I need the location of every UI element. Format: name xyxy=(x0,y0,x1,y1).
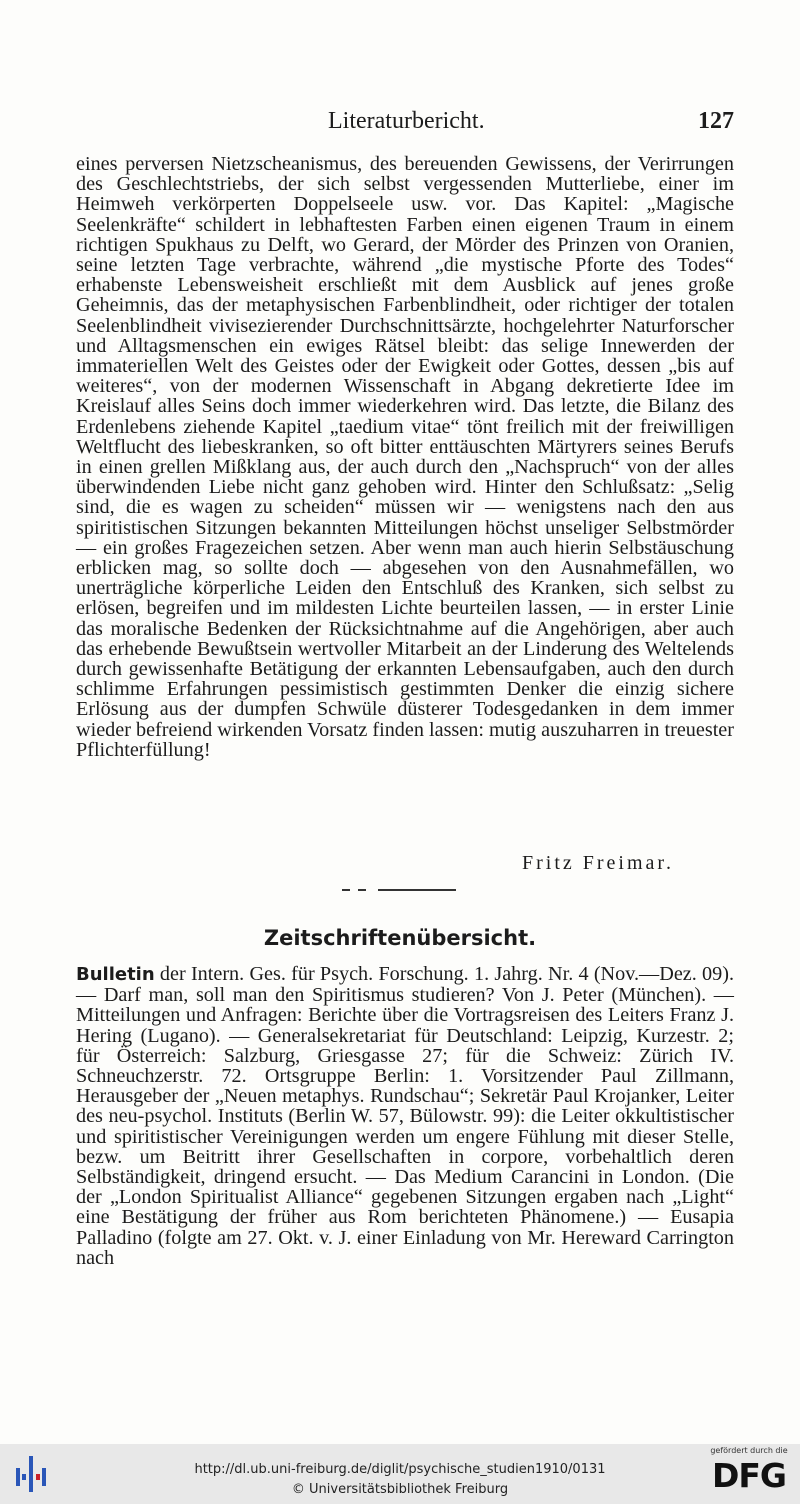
page-number: 127 xyxy=(698,108,734,134)
section-body xyxy=(76,964,734,1268)
journal-name: Bulletin xyxy=(76,964,155,985)
section-heading: Zeitschriftenübersicht. xyxy=(263,926,537,950)
author-signature: Fritz Freimar. xyxy=(522,852,674,874)
section-divider-dash xyxy=(342,889,350,891)
section-divider-rule xyxy=(378,889,456,891)
running-title: Literaturbericht. xyxy=(328,108,485,134)
viewer-footer xyxy=(0,1444,800,1504)
dfg-caption: gefördert durch die xyxy=(710,1446,788,1455)
running-head xyxy=(76,108,734,138)
copyright-notice: © Universitätsbibliothek Freiburg xyxy=(291,1482,509,1497)
permalink-url[interactable]: http://dl.ub.uni-freiburg.de/diglit/psychische_studien1910/0131 xyxy=(194,1462,606,1477)
section-divider-dash xyxy=(358,889,366,891)
section-body-text: der Intern. Ges. für Psych. Forschung. 1. Jahrg. Nr. 4 (Nov.—Dez. 09). — Darf man, soll man den Spiritismus studieren? Von J. Peter (München). — Mitteilungen und Anfragen: Berichte über die Vortragsreisen des Leiters Franz J. Hering (Lugano). — Generalsekretariat für Deutschland: Leipzig, Kurzestr. 2; für Österreich: Salzburg, Griesgasse 27; für die Schweiz: Zürich IV. Schneuchzerstr. 72. Ortsgruppe Berlin: 1. Vorsitzender Paul Zillmann, Herausgeber der „Neuen metaphys. Rundschau“; Sekretär Paul Krojanker, Leiter des neu-psychol. Instituts (Berlin W. 57, Bülowstr. 99): die Leiter okkultistischer und spiritistischer Vereinigungen werden um engere Fühlung mit dieser Stelle, bezw. um Beitritt ihrer Gesellschaften in corpore, vorbehaltlich deren Selbständigkeit, dringend ersucht. — Das Medium Carancini in London. (Die der „London Spiritualist Alliance“ gegebenen Sitzungen ergaben nach „Light“ eine Bestätigung der früher aus Rom berichteten Phänomene.) — Eusapia Palladino (folgte am 27. Okt. v. J. einer Einladung von Mr. Hereward Carrington nach xyxy=(76,963,734,1269)
article-body: eines perversen Nietzscheanismus, des bereuenden Gewissens, der Verirrungen des Geschlechtstriebs, der sich selbst vergessenden Mutterliebe, einer im Heimweh verkörperten Doppelseele usw. vor. Das Kapitel: „Magische Seelenkräfte“ schildert in lebhaftesten Farben einen eigenen Traum in einem richtigen Spukhaus zu Delft, wo Gerard, der Mörder des Prinzen von Oranien, seine letzten Tage verbrachte, während „die mystische Pforte des Todes“ erhabenste Lebensweisheit erschließt mit dem Ausblick auf jenes große Geheimnis, das der metaphysischen Farbenblindheit, oder richtiger der totalen Seelenblindheit vivisezierender Durchschnittsärzte, hochgelehrter Naturforscher und Alltagsmenschen ein ewiges Rätsel bleibt: das selige Innewerden der immateriellen Welt des Geistes oder der Ewigkeit oder Gottes, dessen „bis auf weiteres“, von der modernen Wissenschaft in Abgang dekretierte Idee im Kreislauf alles Seins doch immer wiederkehren wird. Das letzte, die Bilanz des Erdenlebens ziehende Kapitel „taedium vitae“ tönt freilich mit der freiwilligen Weltflucht des liebeskranken, so oft bitter enttäuschten Märtyrers seines Berufs in einen grellen Mißklang aus, der auch durch den „Nachspruch“ von der alles überwindenden Liebe nicht ganz gehoben wird. Hinter den Schlußsatz: „Selig sind, die es wagen zu scheiden“ müssen wir — wenigstens nach den aus spiritistischen Sitzungen bekannten Mitteilungen höchst unseliger Selbstmörder — ein großes Fragezeichen setzen. Aber wenn man auch hierin Selbstäuschung erblicken mag, so sollte doch — abgesehen von den Ausnahmefällen, wo unerträgliche körperliche Leiden den Entschluß des Kranken, sich selbst zu erlösen, begreifen und im mildesten Lichte beurteilen lassen, — in erster Linie das moralische Bedenken der Rücksichtnahme auf die Angehörigen, aber auch das erhebende Bewußtsein wertvoller Mitarbeit an der Linderung des Weltelends durch gewissenhafte Betätigung der erkannten Lebensaufgaben, auch den durch schlimme Erfahrungen pessimistisch gestimmten Denker die einzig sichere Erlösung aus der dumpfen Schwüle düsterer Todesgedanken in dem immer wieder befreiend wirkenden Vorsatz finden lassen: mutig auszuharren in treuester Pflichterfüllung! xyxy=(76,153,734,761)
dfg-logo xyxy=(704,1446,794,1502)
dfg-wordmark: DFG xyxy=(711,1456,787,1495)
